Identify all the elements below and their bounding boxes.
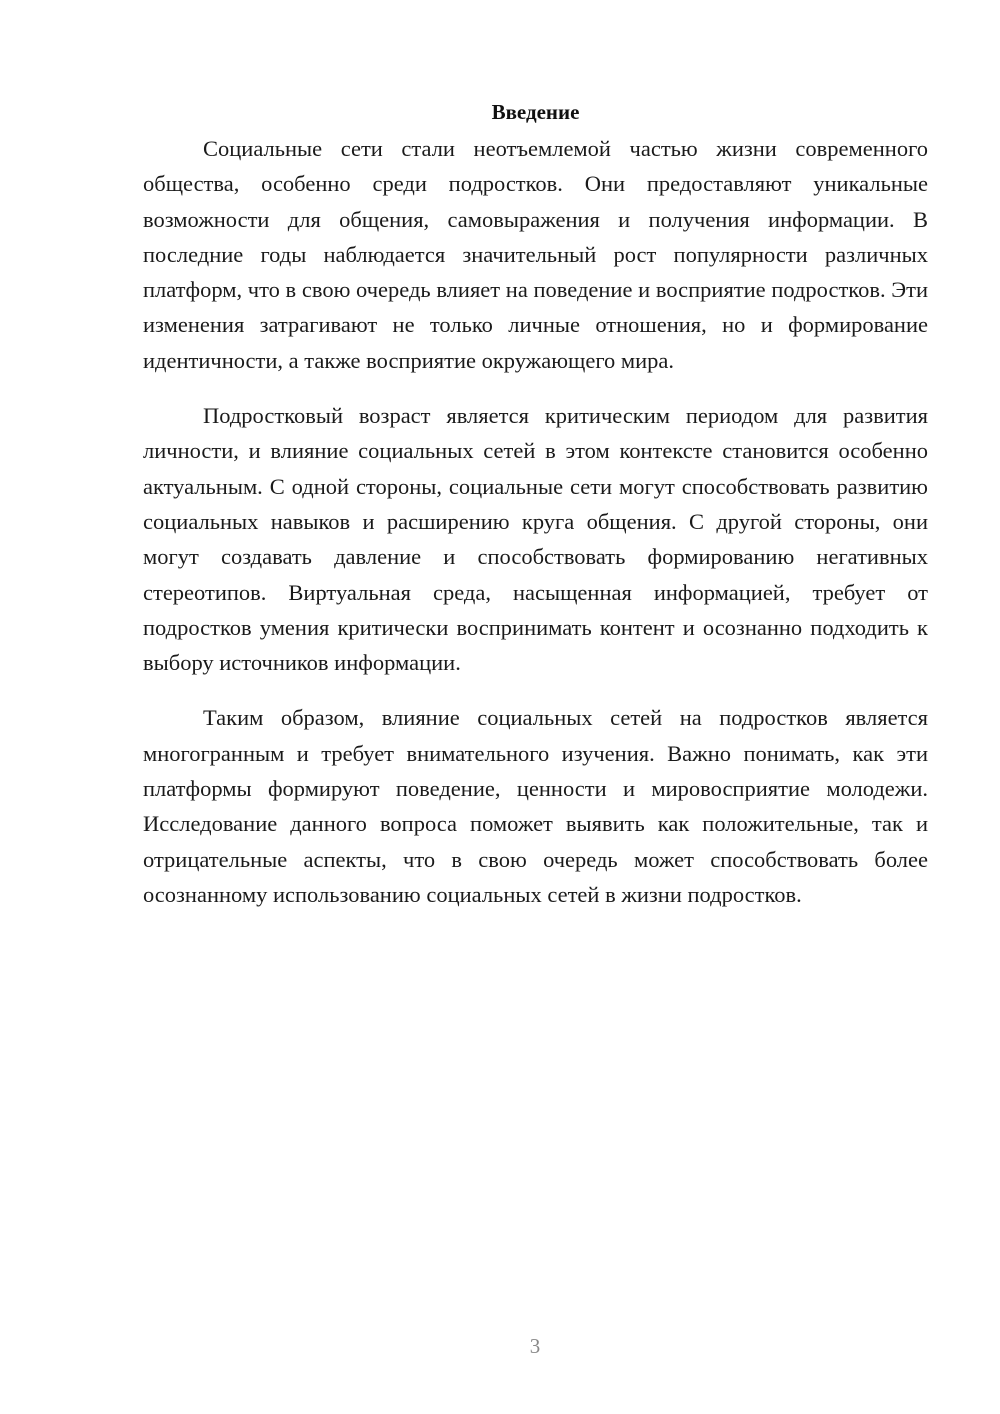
- page-content: [143, 97, 928, 932]
- paragraph-1: Социальные сети стали неотъемлемой частью жизни современного общества, особенно среди подростков. Они предоставляют уникальные возможности для общения, самовыражения и получения информации. В последние годы наблюдается значительный рост популярности различных платформ, что в свою очередь влияет на поведение и восприятие подростков. Эти изменения затрагивают не только личные отношения, но и формирование идентичности, а также восприятие окружающего мира.: [143, 136, 928, 373]
- paragraph-2: Подростковый возраст является критическим периодом для развития личности, и влияние социальных сетей в этом контексте становится особенно актуальным. С одной стороны, социальные сети могут способствовать развитию социальных навыков и расширению круга общения. С другой стороны, они могут создавать давление и способствовать формированию негативных стереотипов. Виртуальная среда, насыщенная информацией, требует от подростков умения критически воспринимать контент и осознанно подходить к выбору источников информации.: [143, 403, 928, 676]
- paragraph-3: Таким образом, влияние социальных сетей на подростков является многогранным и требует внимательного изучения. Важно понимать, как эти платформы формируют поведение, ценности и мировосприятие молодежи. Исследование данного вопроса поможет выявить как положительные, так и отрицательные аспекты, что в свою очередь может способствовать более осознанному использованию социальных сетей в жизни подростков.: [143, 705, 928, 907]
- section-heading: Введение: [491, 100, 580, 124]
- page-number: 3: [529, 1334, 541, 1358]
